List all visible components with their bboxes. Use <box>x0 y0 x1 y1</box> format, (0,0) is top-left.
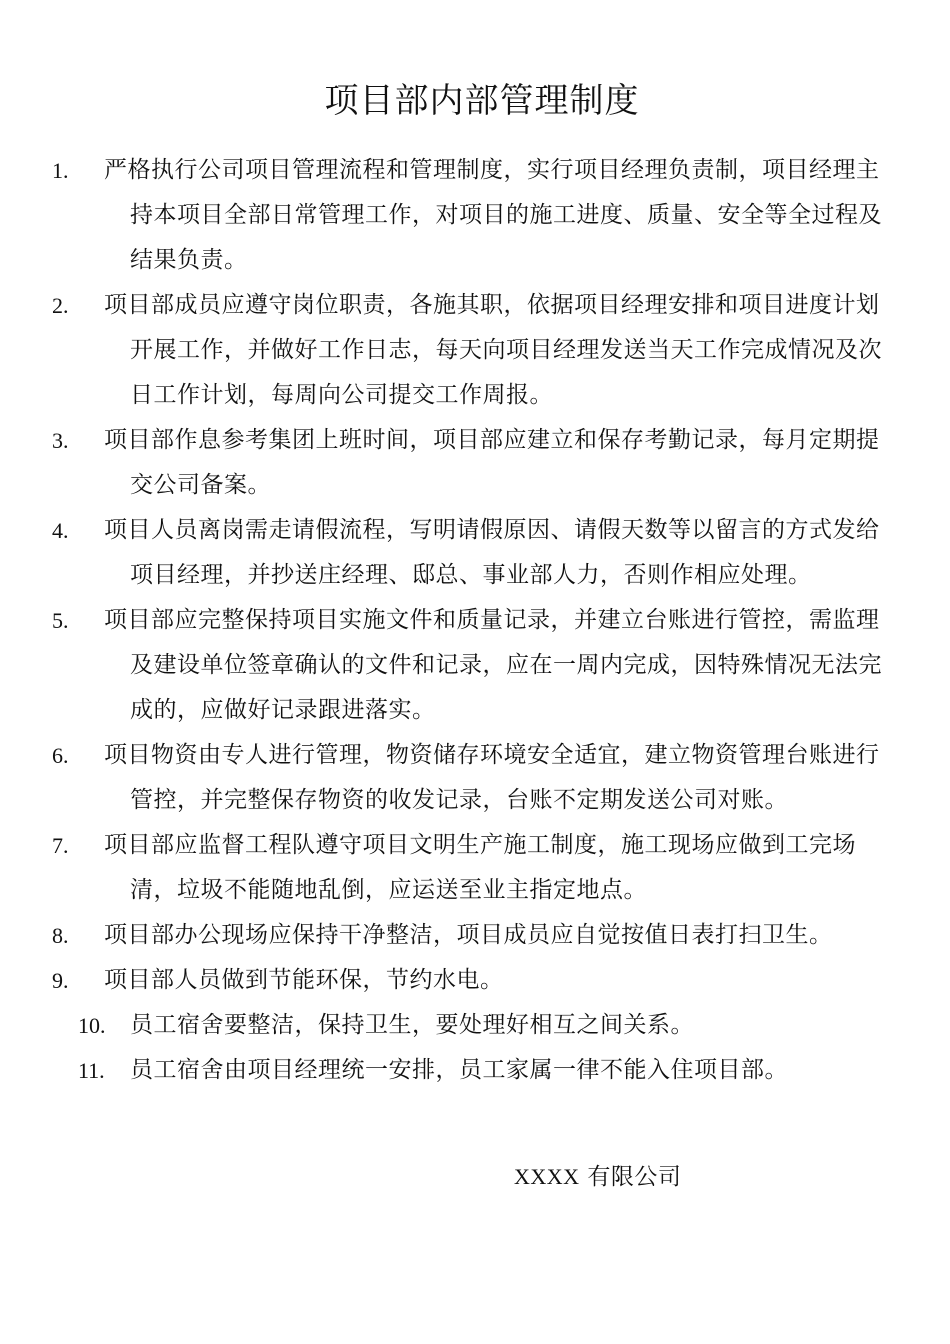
rule-text: 员工宿舍由项目经理统一安排，员工家属一律不能入住项目部。 <box>130 1057 788 1083</box>
page-title: 项目部内部管理制度 <box>324 81 640 121</box>
rule-item: 3. 项目部作息参考集团上班时间，项目部应建立和保存考勤记录，每月定期提交公司备案。 <box>52 427 880 498</box>
rule-text: 项目部办公现场应保持干净整洁，项目成员应自觉按值日表打扫卫生。 <box>104 922 833 948</box>
rule-item: 6. 项目物资由专人进行管理，物资储存环境安全适宜，建立物资管理台账进行管控，并完整保存物资的收发记录，台账不定期发送公司对账。 <box>52 742 880 813</box>
rule-text: 员工宿舍要整洁，保持卫生，要处理好相互之间关系。 <box>130 1012 694 1038</box>
rule-number: 11. <box>78 1058 105 1083</box>
rule-item: 1. 严格执行公司项目管理流程和管理制度，实行项目经理负责制，项目经理主持本项目全部日常管理工作，对项目的施工进度、质量、安全等全过程及结果负责。 <box>52 157 882 273</box>
company-signature <box>514 1154 681 1200</box>
rule-text: 严格执行公司项目管理流程和管理制度，实行项目经理负责制，项目经理主持本项目全部日常管理工作，对项目的施工进度、质量、安全等全过程及结果负责。 <box>104 157 882 273</box>
rule-text: 项目部人员做到节能环保，节约水电。 <box>104 967 504 993</box>
rule-text: 项目部应监督工程队遵守项目文明生产施工制度，施工现场应做到工完场清，垃圾不能随地乱倒，应运送至业主指定地点。 <box>104 832 856 903</box>
rule-text: 项目物资由专人进行管理，物资储存环境安全适宜，建立物资管理台账进行管控，并完整保存物资的收发记录，台账不定期发送公司对账。 <box>104 742 880 813</box>
rules-list <box>52 148 890 1093</box>
rule-item: 8. 项目部办公现场应保持干净整洁，项目成员应自觉按值日表打扫卫生。 <box>52 922 833 948</box>
rule-item <box>78 1048 890 1093</box>
rule-text: 项目部成员应遵守岗位职责，各施其职，依据项目经理安排和项目进度计划开展工作，并做好工作日志，每天向项目经理发送当天工作完成情况及次日工作计划，每周向公司提交工作周报。 <box>104 292 882 408</box>
signature-company-code: XXXX <box>514 1164 580 1189</box>
rule-item <box>78 1003 890 1048</box>
rule-number: 10. <box>78 1013 106 1038</box>
rule-item: 5. 项目部应完整保持项目实施文件和质量记录，并建立台账进行管控，需监理及建设单位签章确认的文件和记录，应在一周内完成，因特殊情况无法完成的，应做好记录跟进落实。 <box>52 607 882 723</box>
rule-text: 项目部作息参考集团上班时间，项目部应建立和保存考勤记录，每月定期提交公司备案。 <box>104 427 880 498</box>
rule-item: 4. 项目人员离岗需走请假流程，写明请假原因、请假天数等以留言的方式发给项目经理，并抄送庄经理、邸总、事业部人力，否则作相应处理。 <box>52 517 880 588</box>
rule-item: 7. 项目部应监督工程队遵守项目文明生产施工制度，施工现场应做到工完场清，垃圾不能随地乱倒，应运送至业主指定地点。 <box>52 832 856 903</box>
rule-text: 项目人员离岗需走请假流程，写明请假原因、请假天数等以留言的方式发给项目经理，并抄送庄经理、邸总、事业部人力，否则作相应处理。 <box>104 517 880 588</box>
rule-text: 项目部应完整保持项目实施文件和质量记录，并建立台账进行管控，需监理及建设单位签章确认的文件和记录，应在一周内完成，因特殊情况无法完成的，应做好记录跟进落实。 <box>104 607 882 723</box>
rule-item: 9. 项目部人员做到节能环保，节约水电。 <box>52 967 504 993</box>
rule-item: 2. 项目部成员应遵守岗位职责，各施其职，依据项目经理安排和项目进度计划开展工作，并做好工作日志，每天向项目经理发送当天工作完成情况及次日工作计划，每周向公司提交工作周报。 <box>52 292 882 408</box>
signature-company-suffix: 有限公司 <box>579 1164 682 1190</box>
